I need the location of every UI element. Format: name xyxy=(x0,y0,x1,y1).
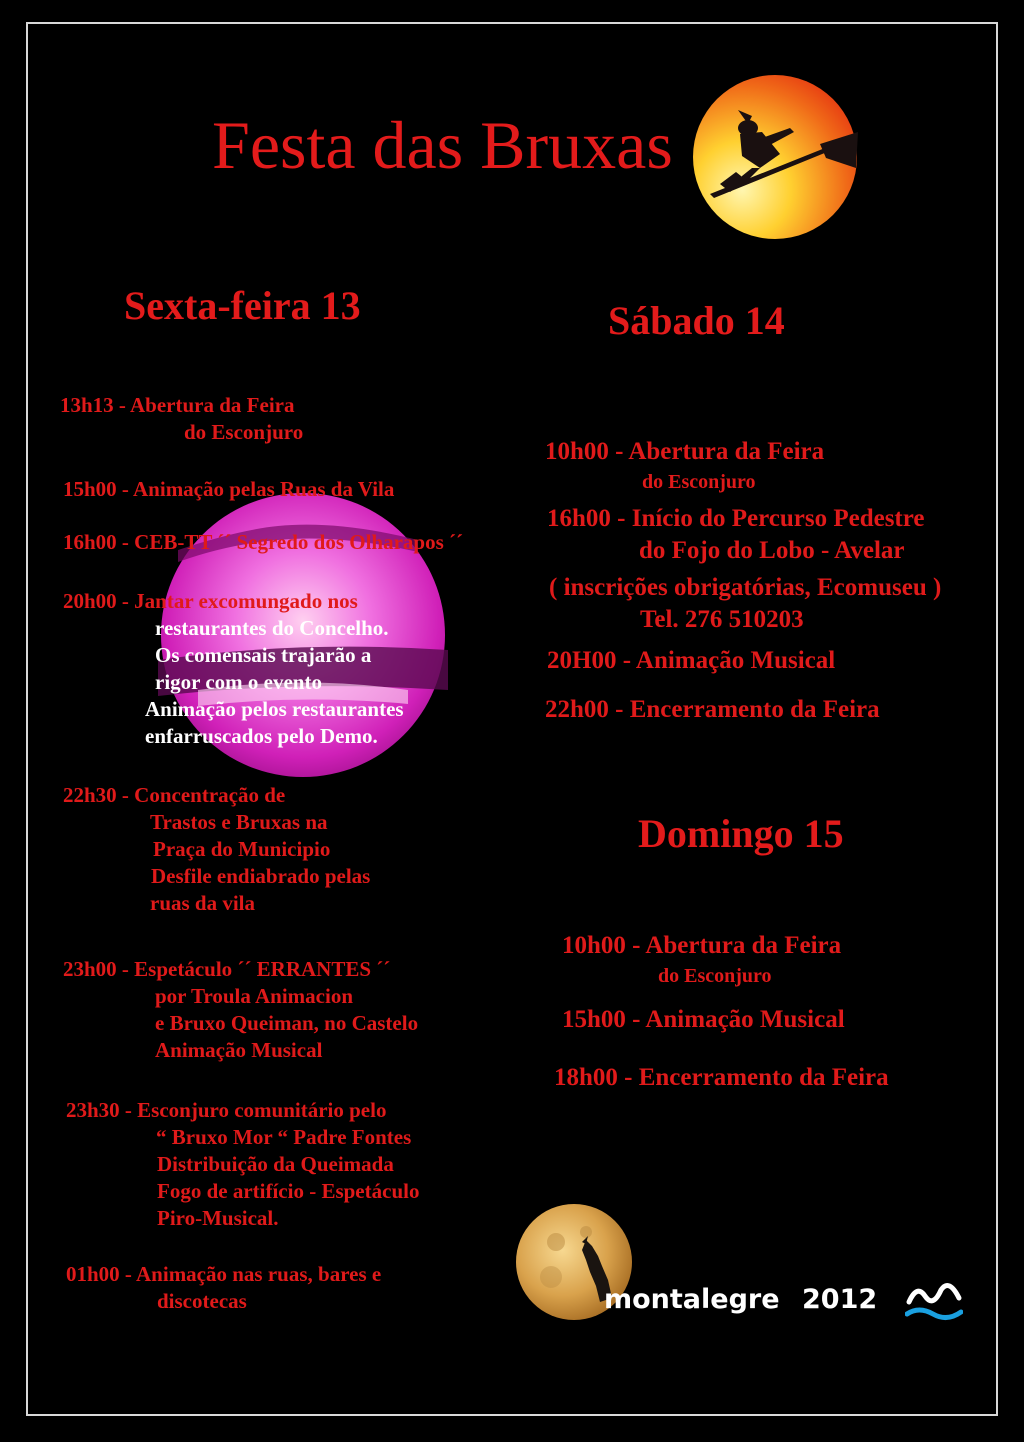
event-line: por Troula Animacion xyxy=(155,984,353,1008)
event-line: e Bruxo Queiman, no Castelo xyxy=(155,1011,419,1035)
event-line: Animação Musical xyxy=(155,1038,323,1062)
friday-event-2 xyxy=(63,476,394,503)
event-line: do Esconjuro xyxy=(642,471,756,493)
witch-moon-icon xyxy=(690,72,860,242)
brand-year: 2012 xyxy=(802,1284,878,1315)
event-line: Animação pelos restaurantes xyxy=(145,697,404,721)
event-line: 22h30 - Concentração de xyxy=(63,783,286,807)
event-line: 16h00 - Início do Percurso Pedestre xyxy=(547,505,925,532)
event-line: 13h13 - Abertura da Feira xyxy=(60,393,295,417)
event-line: 01h00 - Animação nas ruas, bares e xyxy=(66,1262,382,1286)
saturday-event-4 xyxy=(545,694,880,726)
event-line: Tel. 276 510203 xyxy=(640,606,804,633)
event-line: Piro-Musical. xyxy=(157,1206,279,1230)
saturday-heading: Sábado 14 xyxy=(608,298,785,343)
event-line: 20h00 - Jantar excomungado nos xyxy=(63,589,358,613)
event-line: Distribuição da Queimada xyxy=(157,1152,394,1176)
event-line: 10h00 - Abertura da Feira xyxy=(545,438,825,465)
saturday-event-1 xyxy=(545,436,824,496)
event-line: ruas da vila xyxy=(150,891,256,915)
sunday-heading: Domingo 15 xyxy=(638,811,844,856)
event-line: 18h00 - Encerramento da Feira xyxy=(554,1064,889,1091)
friday-event-4 xyxy=(63,588,404,750)
event-line: 20H00 - Animação Musical xyxy=(547,647,836,674)
event-line: Praça do Municipio xyxy=(153,837,331,861)
event-line: 10h00 - Abertura da Feira xyxy=(562,932,842,959)
event-line: discotecas xyxy=(157,1289,247,1313)
event-line: 15h00 - Animação pelas Ruas da Vila xyxy=(63,477,395,501)
event-line: do Fojo do Lobo - Avelar xyxy=(639,537,905,564)
event-line: 23h00 - Espetáculo ´´ ERRANTES ´´ xyxy=(63,957,391,981)
sunday-event-1 xyxy=(562,930,841,990)
friday-heading: Sexta-feira 13 xyxy=(124,283,361,328)
friday-event-7 xyxy=(66,1097,419,1232)
friday-event-5 xyxy=(63,782,370,917)
event-line: Desfile endiabrado pelas xyxy=(151,864,371,888)
event-line: Trastos e Bruxas na xyxy=(150,810,328,834)
poster-title: Festa das Bruxas xyxy=(212,107,673,183)
event-line: 15h00 - Animação Musical xyxy=(562,1006,845,1033)
brand-name: montalegre xyxy=(604,1284,780,1315)
event-line: 22h00 - Encerramento da Feira xyxy=(545,696,880,723)
event-line: 16h00 - CEB-TT ´´ Segredo dos Olharapos ´´ xyxy=(63,530,464,554)
friday-event-8 xyxy=(66,1261,381,1315)
event-line: rigor com o evento xyxy=(155,670,322,694)
event-line: do Esconjuro xyxy=(658,965,772,987)
sunday-event-2 xyxy=(562,1004,845,1036)
event-line: Os comensais trajarão a xyxy=(155,643,372,667)
event-line: enfarruscados pelo Demo. xyxy=(145,724,378,748)
saturday-event-3 xyxy=(547,645,835,677)
event-line: restaurantes do Concelho. xyxy=(155,616,389,640)
friday-event-3 xyxy=(63,529,463,556)
friday-event-6 xyxy=(63,956,418,1064)
friday-event-1 xyxy=(60,392,303,446)
sunday-event-3 xyxy=(554,1062,889,1094)
event-line: 23h30 - Esconjuro comunitário pelo xyxy=(66,1098,387,1122)
event-line: do Esconjuro xyxy=(184,420,304,444)
wave-logo-icon xyxy=(905,1280,963,1326)
saturday-event-2 xyxy=(547,503,941,636)
event-line: “ Bruxo Mor “ Padre Fontes xyxy=(156,1125,412,1149)
event-line: ( inscrições obrigatórias, Ecomuseu ) xyxy=(549,574,942,601)
event-line: Fogo de artifício - Espetáculo xyxy=(157,1179,420,1203)
